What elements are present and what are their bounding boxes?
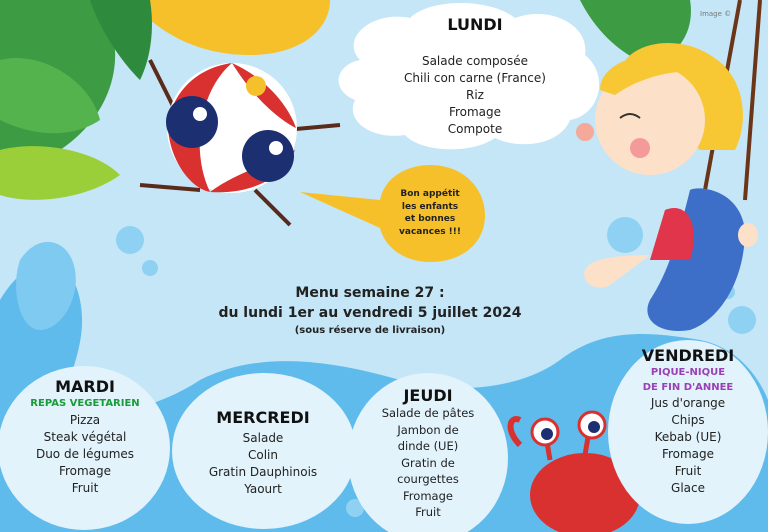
- menu-item: Glace: [671, 481, 705, 495]
- menu-item: Salade: [242, 431, 284, 445]
- headline-note: (sous réserve de livraison): [294, 325, 446, 336]
- headline: [190, 283, 550, 339]
- menu-item: Yaourt: [244, 482, 282, 496]
- bubble-line: vacances !!!: [399, 226, 461, 237]
- menu-item: dinde (UE): [397, 439, 459, 453]
- menu-item: Fruit: [415, 505, 441, 519]
- menu-item: Pizza: [69, 413, 101, 427]
- menu-item: Riz: [466, 88, 484, 102]
- lundi-title: LUNDI: [447, 15, 503, 34]
- jeudi-menu: [368, 386, 488, 521]
- menu-item: Steak végétal: [43, 430, 127, 444]
- menu-item: Gratin de: [401, 455, 455, 470]
- menu-item: Fromage: [403, 488, 453, 503]
- vendredi-subtitle: DE FIN D'ANNEE: [642, 382, 734, 393]
- menu-item: Duo de légumes: [35, 447, 135, 461]
- menu-item: Kebab (UE): [654, 430, 722, 444]
- lundi-menu: [370, 15, 580, 138]
- menu-item: Fromage: [58, 464, 112, 478]
- vendredi-menu: [618, 346, 758, 497]
- menu-item: Compote: [447, 122, 503, 136]
- menu-item: Salade de pâtes: [381, 406, 475, 420]
- menu-item: Chili con carne (France): [404, 71, 546, 85]
- mardi-subtitle: REPAS VEGETARIEN: [30, 398, 140, 409]
- menu-item: Chips: [671, 413, 705, 427]
- menu-item: Jus d'orange: [650, 396, 726, 410]
- menu-item: Jambon de: [397, 422, 459, 437]
- menu-item: Gratin Dauphinois: [208, 465, 318, 479]
- menu-item: Fruit: [674, 464, 702, 478]
- bubble-text: [385, 188, 475, 238]
- bubble-line: les enfants: [401, 201, 459, 212]
- menu-item: Colin: [248, 448, 278, 462]
- mercredi-menu: [188, 408, 338, 498]
- water-drop: [116, 226, 144, 254]
- menu-item: Fromage: [661, 447, 715, 461]
- mardi-menu: [10, 377, 160, 497]
- bubble-line: et bonnes: [404, 214, 456, 224]
- menu-item: Fruit: [71, 481, 99, 495]
- water-drop: [142, 260, 158, 276]
- headline-line2: du lundi 1er au vendredi 5 juillet 2024: [218, 305, 522, 321]
- watermark: Image ©: [700, 10, 732, 18]
- water-drop: [728, 306, 756, 334]
- bubble-line: Bon appétit: [400, 189, 460, 199]
- mardi-title: MARDI: [55, 377, 115, 396]
- jeudi-title: JEUDI: [403, 386, 453, 405]
- mercredi-title: MERCREDI: [216, 408, 310, 427]
- headline-line1: Menu semaine 27 :: [295, 285, 445, 301]
- water-drop: [607, 217, 643, 253]
- menu-item: Fromage: [448, 105, 502, 119]
- menu-item: Salade composée: [421, 54, 529, 68]
- vendredi-title: VENDREDI: [641, 346, 735, 365]
- menu-item: courgettes: [397, 472, 459, 486]
- vendredi-subtitle: PIQUE-NIQUE: [650, 367, 726, 378]
